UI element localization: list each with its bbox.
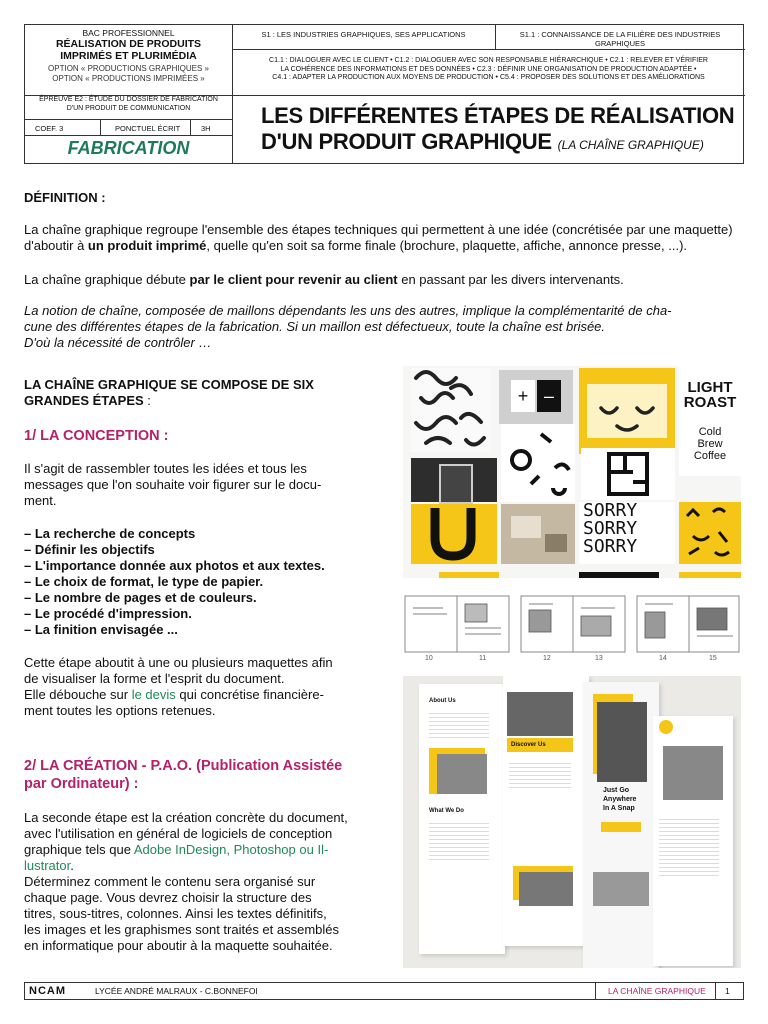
devis-link: le devis: [131, 687, 176, 702]
shapes-tile: [501, 424, 575, 502]
footer-label: LA CHAÎNE GRAPHIQUE: [608, 986, 706, 996]
footer: [24, 982, 744, 1000]
tagline: Just Go Anywhere In A Snap: [603, 787, 637, 812]
creation-title: 2/ LA CRÉATION - P.A.O. (Publication Assistée par Ordinateur) :: [24, 758, 343, 792]
list-item: – Le procédé d'impression.: [24, 606, 192, 621]
diploma-title-2: IMPRIMÉS ET PLURIMÉDIA: [60, 50, 197, 62]
page-title: LES DIFFÉRENTES ÉTAPES DE RÉALISATION D'UN PRODUIT GRAPHIQUE (LA CHAÎNE GRAPHIQUE): [261, 103, 735, 154]
s11-label: S1.1 : CONNAISSANCE DE LA FILIÈRE DES INDUSTRIES GRAPHIQUES: [519, 30, 721, 48]
about-label: About Us: [429, 698, 456, 704]
discover-label: Discover Us: [507, 738, 573, 752]
page-number: 11: [479, 655, 487, 660]
conception-intro: Il s'agit de rassembler toutes les idées et tous les messages que l'on souhaite voir figurer sur le docu- ment.: [24, 461, 322, 508]
plus-icon: +: [511, 380, 535, 412]
list-item: – La recherche de concepts: [24, 526, 196, 541]
definition-p2: La chaîne graphique débute par le client pour revenir au client en passant par les divers intervenants.: [24, 272, 624, 287]
plus-minus-tile: [499, 370, 573, 424]
yellow-pattern-tile: [679, 502, 741, 564]
smile-tile: [579, 368, 675, 454]
option-2: OPTION « PRODUCTIONS IMPRIMÉES »: [52, 74, 205, 83]
chain-heading: LA CHAÎNE GRAPHIQUE SE COMPOSE DE SIX GRANDES ÉTAPES :: [24, 377, 314, 408]
what-label: What We Do: [429, 808, 464, 814]
epreuve-label: ÉPREUVE E2 : ÉTUDE DU DOSSIER DE FABRICATION D'UN PRODUIT DE COMMUNICATION: [39, 96, 218, 112]
definition-p3: La notion de chaîne, composée de maillons dépendants les uns des autres, implique la complémentarité de cha- cune des différentes étapes de la fabrication. Si un maillon est défectueux, toute la chaîne est brisée. D'où la nécessité de contrôler …: [24, 303, 672, 350]
workspace-photo: [501, 504, 575, 564]
section-label: FABRICATION: [67, 138, 190, 158]
diploma-block: [25, 25, 232, 95]
competences: C1.1 : DIALOGUER AVEC LE CLIENT • C1.2 : DIALOGUER AVEC SON RESPONSABLE HIÉRARCHIQUE • C2.1 : RELEVER ET VÉRIFIER LA COHÉRENCE DES INFORMATIONS ET DES DONNÉES • C2.3 : DÉFINIR UNE ORGANISATION DE PRODUCTION ADAPTÉE • C4.1 : ADAPTER LA PRODUCTION AUX MOYENS DE PRODUCTION • C5.4 : PROPOSER DES SOLUTIONS ET DES AMÉLIORATIONS: [269, 57, 708, 81]
list-item: – Définir les objectifs: [24, 542, 155, 557]
page-number: 10: [425, 655, 433, 660]
list-item: – Le choix de format, le type de papier.: [24, 574, 264, 589]
moodboard-image: [403, 366, 741, 578]
minus-icon: –: [537, 380, 561, 412]
conception-list: [24, 526, 384, 638]
s1-label: S1 : LES INDUSTRIES GRAPHIQUES, SES APPLICATIONS: [261, 30, 466, 39]
option-1: OPTION « PRODUCTIONS GRAPHIQUES »: [48, 64, 209, 73]
page-subtitle: (LA CHAÎNE GRAPHIQUE): [557, 138, 704, 152]
coef: COEF. 3: [35, 124, 64, 133]
software-link: Adobe InDesign, Photoshop ou Il-: [133, 842, 329, 857]
sketch-pages-image: [403, 594, 741, 660]
brochure-mockup-image: [403, 676, 741, 968]
conception-title: 1/ LA CONCEPTION :: [24, 428, 169, 444]
letter-u-tile: [411, 504, 497, 564]
page-number: 13: [595, 655, 603, 660]
pattern-tile: [411, 368, 491, 452]
sorry-tile: SORRY SORRY SORRY: [579, 502, 675, 564]
school-logo: NCAM: [29, 985, 66, 997]
page-number: 12: [543, 655, 551, 660]
list-item: – L'importance donnée aux photos et aux textes.: [24, 558, 325, 573]
diploma-label: BAC PROFESSIONNEL: [82, 28, 175, 38]
header-table: [24, 24, 744, 164]
maze-tile: [581, 448, 675, 500]
page-number: 14: [659, 655, 667, 660]
definition-heading: DÉFINITION :: [24, 190, 106, 205]
coffee-label-tile: LIGHT ROAST Cold Brew Coffee: [679, 366, 741, 476]
creation-text: La seconde étape est la création concrète du document, avec l'utilisation en général de logiciels de conception graphique tels que Adobe InDesign, Photoshop ou Il- lustrator. Déterminez comment le contenu sera organisé sur chaque page. Vous devrez choisir la structure des titres, sous-titres, colonnes. Ainsi les textes définitifs, les images et les graphismes sont traités et assemblés en informatique pour aboutir à la maquette souhaitée.: [24, 810, 348, 953]
list-item: – Le nombre de pages et de couleurs.: [24, 590, 257, 605]
list-item: – La finition envisagée ...: [24, 622, 178, 637]
ponctuel: PONCTUEL ÉCRIT: [115, 124, 181, 133]
definition-p1: La chaîne graphique regroupe l'ensemble des étapes techniques qui permettent à une idée (concrétisée par une maquette) d'aboutir à un produit imprimé, quelle qu'en soit sa forme finale (brochure, plaquette, affiche, annonce presse, ...).: [24, 222, 733, 253]
storefront-photo: [411, 458, 497, 502]
page-number: 15: [709, 655, 717, 660]
diploma-title-1: RÉALISATION DE PRODUITS: [55, 38, 202, 50]
coef-row: [25, 120, 232, 136]
school-name: LYCÉE ANDRÉ MALRAUX - C.BONNEFOI: [95, 986, 258, 996]
page-number: 1: [725, 986, 730, 996]
conception-outcome: Cette étape aboutit à une ou plusieurs maquettes afin de visualiser la forme et l'esprit du document. Elle débouche sur le devis qui concrétise financière- ment toutes les options retenues.: [24, 655, 333, 718]
duree: 3H: [201, 124, 211, 133]
